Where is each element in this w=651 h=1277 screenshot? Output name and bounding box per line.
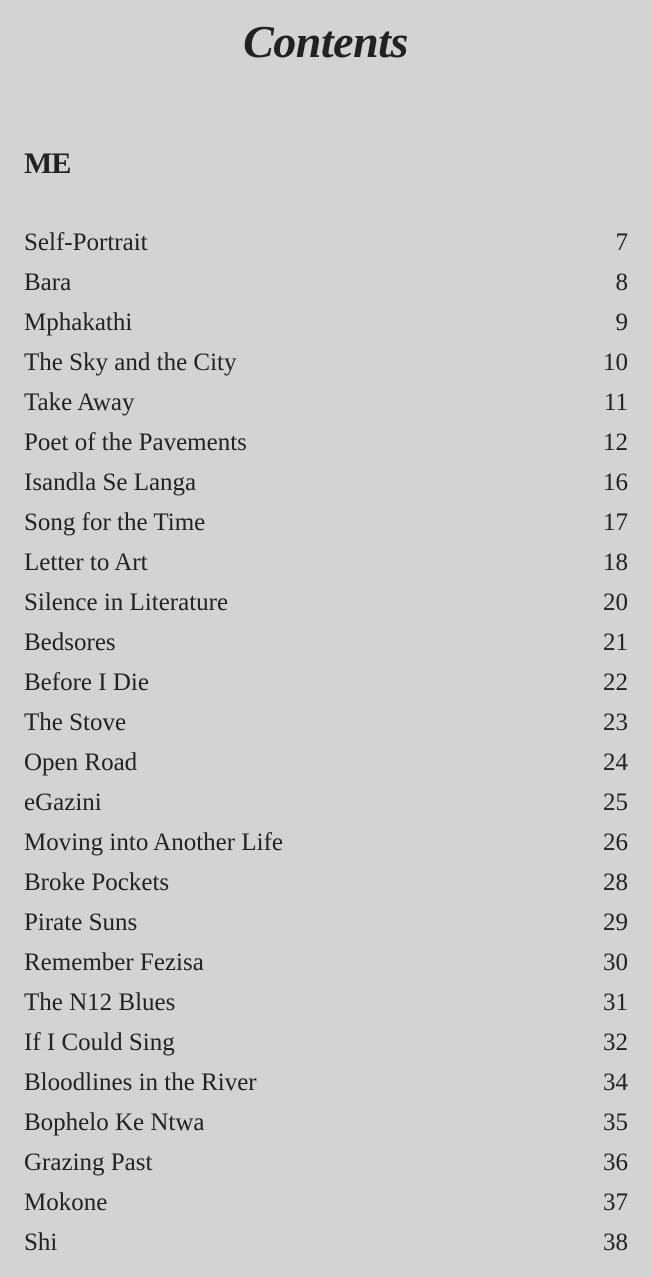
toc-entry-page-number: 8 <box>615 269 628 296</box>
toc-entry-page-number: 10 <box>603 349 628 376</box>
toc-entry-page-number: 21 <box>603 629 628 656</box>
toc-entry-page-number: 25 <box>603 789 628 816</box>
toc-entry <box>24 1063 628 1103</box>
toc-entry <box>24 543 628 583</box>
toc-entry-page-number: 37 <box>603 1189 628 1216</box>
toc-entry <box>24 1023 628 1063</box>
toc-entry-title: Bedsores <box>24 629 116 656</box>
page-title: Contents <box>243 16 408 67</box>
toc-entry-title: Open Road <box>24 749 138 776</box>
toc-entry <box>24 263 628 303</box>
toc-entry-title: Silence in Literature <box>24 589 229 616</box>
toc-entry-title: The Sky and the City <box>24 349 237 376</box>
toc-entry <box>24 943 628 983</box>
toc-entry-page-number: 29 <box>603 909 628 936</box>
toc-entry-title: Before I Die <box>24 669 149 696</box>
toc-entry-title: Shi <box>24 1229 58 1256</box>
toc-entry-title: Bophelo Ke Ntwa <box>24 1109 205 1136</box>
toc-entry <box>24 463 628 503</box>
toc-entry <box>24 503 628 543</box>
toc-entry-title: Grazing Past <box>24 1149 153 1176</box>
toc-list <box>24 223 628 1263</box>
toc-entry-title: Moving into Another Life <box>24 829 283 856</box>
toc-entry-title: Pirate Suns <box>24 909 138 936</box>
toc-entry <box>24 783 628 823</box>
toc-entry <box>24 743 628 783</box>
toc-entry-page-number: 12 <box>603 429 628 456</box>
toc-entry-title: Bara <box>24 269 72 296</box>
toc-entry <box>24 863 628 903</box>
toc-entry-page-number: 22 <box>603 669 628 696</box>
toc-entry-page-number: 26 <box>603 829 628 856</box>
toc-entry <box>24 1143 628 1183</box>
toc-entry-title: Remember Fezisa <box>24 949 204 976</box>
toc-entry-page-number: 30 <box>603 949 628 976</box>
toc-entry <box>24 903 628 943</box>
toc-entry-title: Poet of the Pavements <box>24 429 247 456</box>
toc-entry-page-number: 18 <box>603 549 628 576</box>
toc-entry-page-number: 34 <box>603 1069 628 1096</box>
toc-entry-title: Song for the Time <box>24 509 206 536</box>
toc-entry <box>24 423 628 463</box>
toc-entry-page-number: 17 <box>603 509 628 536</box>
toc-entry-page-number: 7 <box>615 229 628 256</box>
toc-entry <box>24 1183 628 1223</box>
toc-entry-title: eGazini <box>24 789 102 816</box>
toc-entry-title: Bloodlines in the River <box>24 1069 257 1096</box>
toc-entry <box>24 223 628 263</box>
toc-entry-title: Broke Pockets <box>24 869 170 896</box>
toc-entry-title: Take Away <box>24 389 135 416</box>
toc-entry-page-number: 24 <box>603 749 628 776</box>
toc-entry-page-number: 28 <box>603 869 628 896</box>
section-heading: ME <box>24 147 71 180</box>
toc-entry-page-number: 38 <box>603 1229 628 1256</box>
toc-entry-title: Self-Portrait <box>24 229 148 256</box>
toc-entry <box>24 983 628 1023</box>
toc-entry <box>24 703 628 743</box>
toc-entry-title: Isandla Se Langa <box>24 469 197 496</box>
toc-entry-page-number: 35 <box>603 1109 628 1136</box>
toc-entry <box>24 583 628 623</box>
toc-entry-page-number: 36 <box>603 1149 628 1176</box>
toc-entry-title: The N12 Blues <box>24 989 176 1016</box>
toc-entry <box>24 623 628 663</box>
toc-entry <box>24 823 628 863</box>
toc-entry-page-number: 23 <box>603 709 628 736</box>
toc-entry-page-number: 20 <box>603 589 628 616</box>
toc-entry <box>24 383 628 423</box>
toc-entry-title: The Stove <box>24 709 127 736</box>
toc-entry-page-number: 9 <box>615 309 628 336</box>
toc-entry <box>24 303 628 343</box>
toc-entry-title: If I Could Sing <box>24 1029 175 1056</box>
toc-entry-title: Letter to Art <box>24 549 148 576</box>
toc-entry-page-number: 31 <box>603 989 628 1016</box>
toc-entry <box>24 1103 628 1143</box>
toc-entry <box>24 663 628 703</box>
toc-entry <box>24 343 628 383</box>
toc-entry <box>24 1223 628 1263</box>
toc-entry-page-number: 16 <box>603 469 628 496</box>
toc-entry-title: Mokone <box>24 1189 108 1216</box>
toc-entry-page-number: 11 <box>603 389 628 416</box>
toc-entry-title: Mphakathi <box>24 309 133 336</box>
toc-entry-page-number: 32 <box>603 1029 628 1056</box>
